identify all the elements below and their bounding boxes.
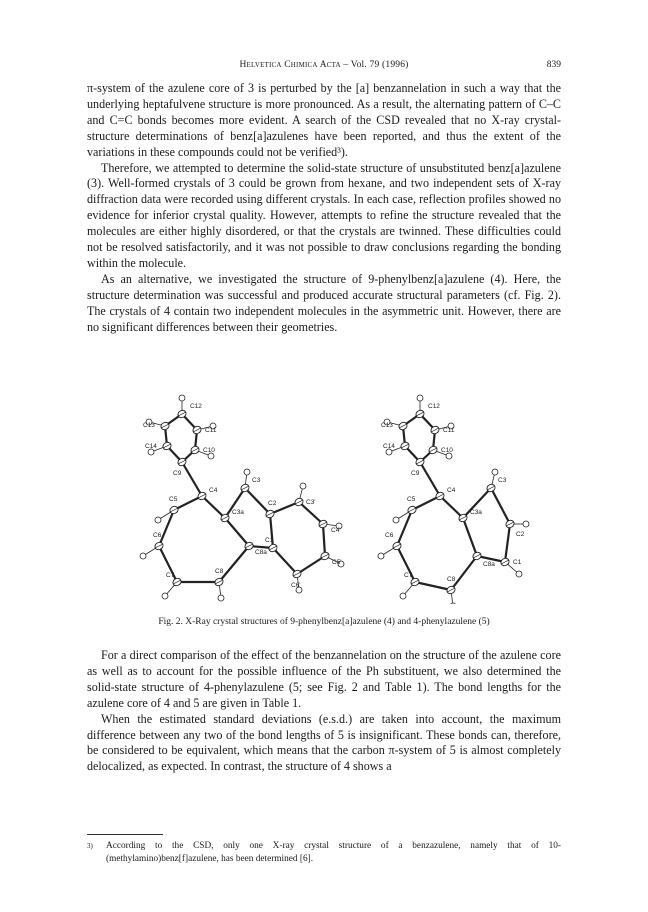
mol5-label-c4: C4	[447, 487, 456, 494]
mol4-bond-C5-C6	[159, 510, 174, 546]
mol5-hydrogen-C7	[400, 593, 406, 599]
paragraph-5: When the estimated standard deviations (e.s.d.) are taken into account, the maximum difference between any two of the bond lengths of 5 is insignificant. These bonds can, therefore, be considered to be equivalent, which means that the carbon π-system of 5 is almost completely delocalized, as expected. In contrast, the structure of 4 shows a	[87, 711, 561, 774]
text-block-bottom	[87, 648, 561, 775]
journal-name: Helvetica Chimica Acta	[239, 60, 341, 70]
mol4-label-c3a: C3a	[232, 509, 244, 516]
mol4-hydrogen-C7	[162, 593, 168, 599]
mol5-label-c8a: C8a	[483, 561, 495, 568]
mol5-hydrogen-C1	[516, 571, 522, 577]
mol5-label-c7: C7	[404, 572, 413, 579]
mol4-hydrogen-C8	[218, 595, 224, 601]
mol5-hydrogen-C12	[417, 395, 423, 401]
mol4-label-c6p: C6'	[291, 582, 301, 589]
mol4-label-c6: C6	[153, 532, 162, 539]
footnote	[87, 840, 561, 865]
mol5-label-c5: C5	[407, 496, 416, 503]
mol4-bond-C4-C3a	[202, 496, 225, 518]
paragraph-4: For a direct comparison of the effect of the benzannelation on the structure of the azulene core as well as to account for the possible influence of the Ph substituent, we also determined the solid-state structure of 4-phenylazulene (5; see Fig. 2 and Table 1). The bond lengths for the azulene core of 4 and 5 are given in Table 1.	[87, 648, 561, 710]
mol5-bond-C2-C1	[505, 524, 510, 562]
mol4-hydrogen-C6	[140, 553, 146, 559]
mol4-bond-C5p-C6p	[297, 556, 325, 574]
mol5-bond-C3-C2	[491, 488, 510, 524]
mol5-label-c3a: C3a	[470, 509, 482, 516]
mol5-label-c6: C6	[385, 532, 394, 539]
footnote-mark: 3)	[87, 842, 93, 850]
figure-caption: Fig. 2. X-Ray crystal structures of 9-phenylbenz[a]azulene (4) and 4-phenylazulene (5)	[158, 617, 490, 627]
mol5-label-c12: C12	[428, 403, 440, 410]
mol4-bond-C6p-C1	[273, 548, 297, 574]
mol5-hydrogen-C5	[393, 517, 399, 523]
mol4-label-c3p: C3'	[306, 499, 316, 506]
mol4-label-c9: C9	[173, 470, 182, 477]
figure-2	[87, 358, 561, 604]
mol5-hydrogen-C2	[523, 521, 529, 527]
paragraph-1: π-system of the azulene core of 3 is perturbed by the [a] benzannelation in such a way that the underlying heptafulvene structure is more pronounced. As a result, the alternating pattern of C–C and C=C bonds becomes more evident. A search of the CSD revealed that no X-ray crystal-structure determinations of benz[a]azulenes have been reported, and thus the extent of the variations in these compounds could not be verified³).	[87, 81, 561, 159]
mol4-bond-C8a-C3a	[225, 518, 249, 546]
mol4-label-c12: C12	[190, 403, 202, 410]
mol5-bond-C7-C8	[415, 582, 451, 590]
mol5-bond-C5-C6	[397, 510, 412, 546]
mol5-hydrogen-C8	[450, 603, 456, 604]
mol4-hydrogen-C5	[155, 517, 161, 523]
mol5-label-c3: C3	[498, 477, 507, 484]
mol5-label-c14: C14	[383, 443, 395, 450]
mol4-label-c2: C2	[268, 500, 277, 507]
mol5-label-c10: C10	[441, 447, 453, 454]
mol5-label-c9: C9	[411, 470, 420, 477]
mol4-label-c14: C14	[145, 443, 157, 450]
mol5-bond-C8a-C3a	[463, 518, 477, 556]
paragraph-2: Therefore, we attempted to determine the solid-state structure of unsubstituted benz[a]azulene (3). Well-formed crystals of 3 could be grown from hexane, and two independent sets of X-ray diffraction data were recorded using different crystals. In each case, reflection profiles showed no evidence for inferior crystal quality. However, attempts to refine the structure revealed that the molecules are either highly disordered, or that the crystals are twinned. These difficulties could not be resolved satisfactorily, and it was not possible to draw conclusions regarding the bonding within the molecule.	[87, 160, 561, 270]
mol4-bond-C4-C5	[174, 496, 202, 510]
mol5-bond-C9-C4	[420, 462, 440, 496]
mol4-label-c8a: C8a	[255, 549, 267, 556]
footnote-rule	[87, 834, 163, 835]
mol4-label-c5: C5	[169, 496, 178, 503]
mol4-label-c13: C13	[143, 422, 155, 429]
mol4-bond-C8-C8a	[219, 546, 249, 582]
mol5-label-c1: C1	[513, 559, 522, 566]
mol5-label-c11: C11	[443, 427, 455, 434]
mol4-label-c10: C10	[203, 447, 215, 454]
mol5-label-c2: C2	[516, 531, 525, 538]
mol4-hydrogen-C3p	[300, 483, 306, 489]
mol5-label-c13: C13	[381, 422, 393, 429]
running-header	[87, 60, 561, 74]
mol4-label-c4p: C4'	[331, 527, 341, 534]
mol4-bond-C4p-C5p	[323, 524, 325, 556]
mol4-hydrogen-C3	[244, 469, 250, 475]
mol5-hydrogen-C3	[492, 469, 498, 475]
mol4-label-c3: C3	[252, 477, 261, 484]
journal-title	[87, 60, 561, 70]
mol5-label-c8: C8	[447, 576, 456, 583]
paragraph-3: As an alternative, we investigated the structure of 9-phenylbenz[a]azulene (4). Here, the structure determination was successful and produced accurate structural parameters (cf. Fig. 2). The crystals of 4 contain two independent molecules in the asymmetric unit. However, there are no significant differences between their geometries.	[87, 271, 561, 334]
crystal-structures-drawing	[87, 358, 561, 604]
mol4-bond-C9-C4	[182, 462, 202, 496]
mol4-label-c1: C1	[265, 537, 274, 544]
mol4-label-c7: C7	[166, 572, 175, 579]
mol5-bond-C8-C8a	[451, 556, 477, 590]
mol5-bond-C4-C5	[412, 496, 440, 510]
mol4-label-c5p: C5'	[332, 559, 342, 566]
page-number: 839	[546, 60, 561, 70]
mol4-label-c11: C11	[205, 427, 217, 434]
text-block-top	[87, 81, 561, 336]
mol4-bond-C3-C2	[245, 488, 270, 514]
mol4-label-c4: C4	[209, 487, 218, 494]
mol4-label-c8: C8	[215, 568, 224, 575]
mol5-hydrogen-C6	[378, 553, 384, 559]
journal-volume: – Vol. 79 (1996)	[343, 60, 409, 70]
footnote-text: According to the CSD, only one X-ray crystal structure of a benzazulene, namely that of 10-(methylamino)benz[f]azulene, has been determined [6].	[106, 841, 561, 864]
mol5-bond-C4-C3a	[440, 496, 463, 518]
mol4-hydrogen-C12	[179, 395, 185, 401]
